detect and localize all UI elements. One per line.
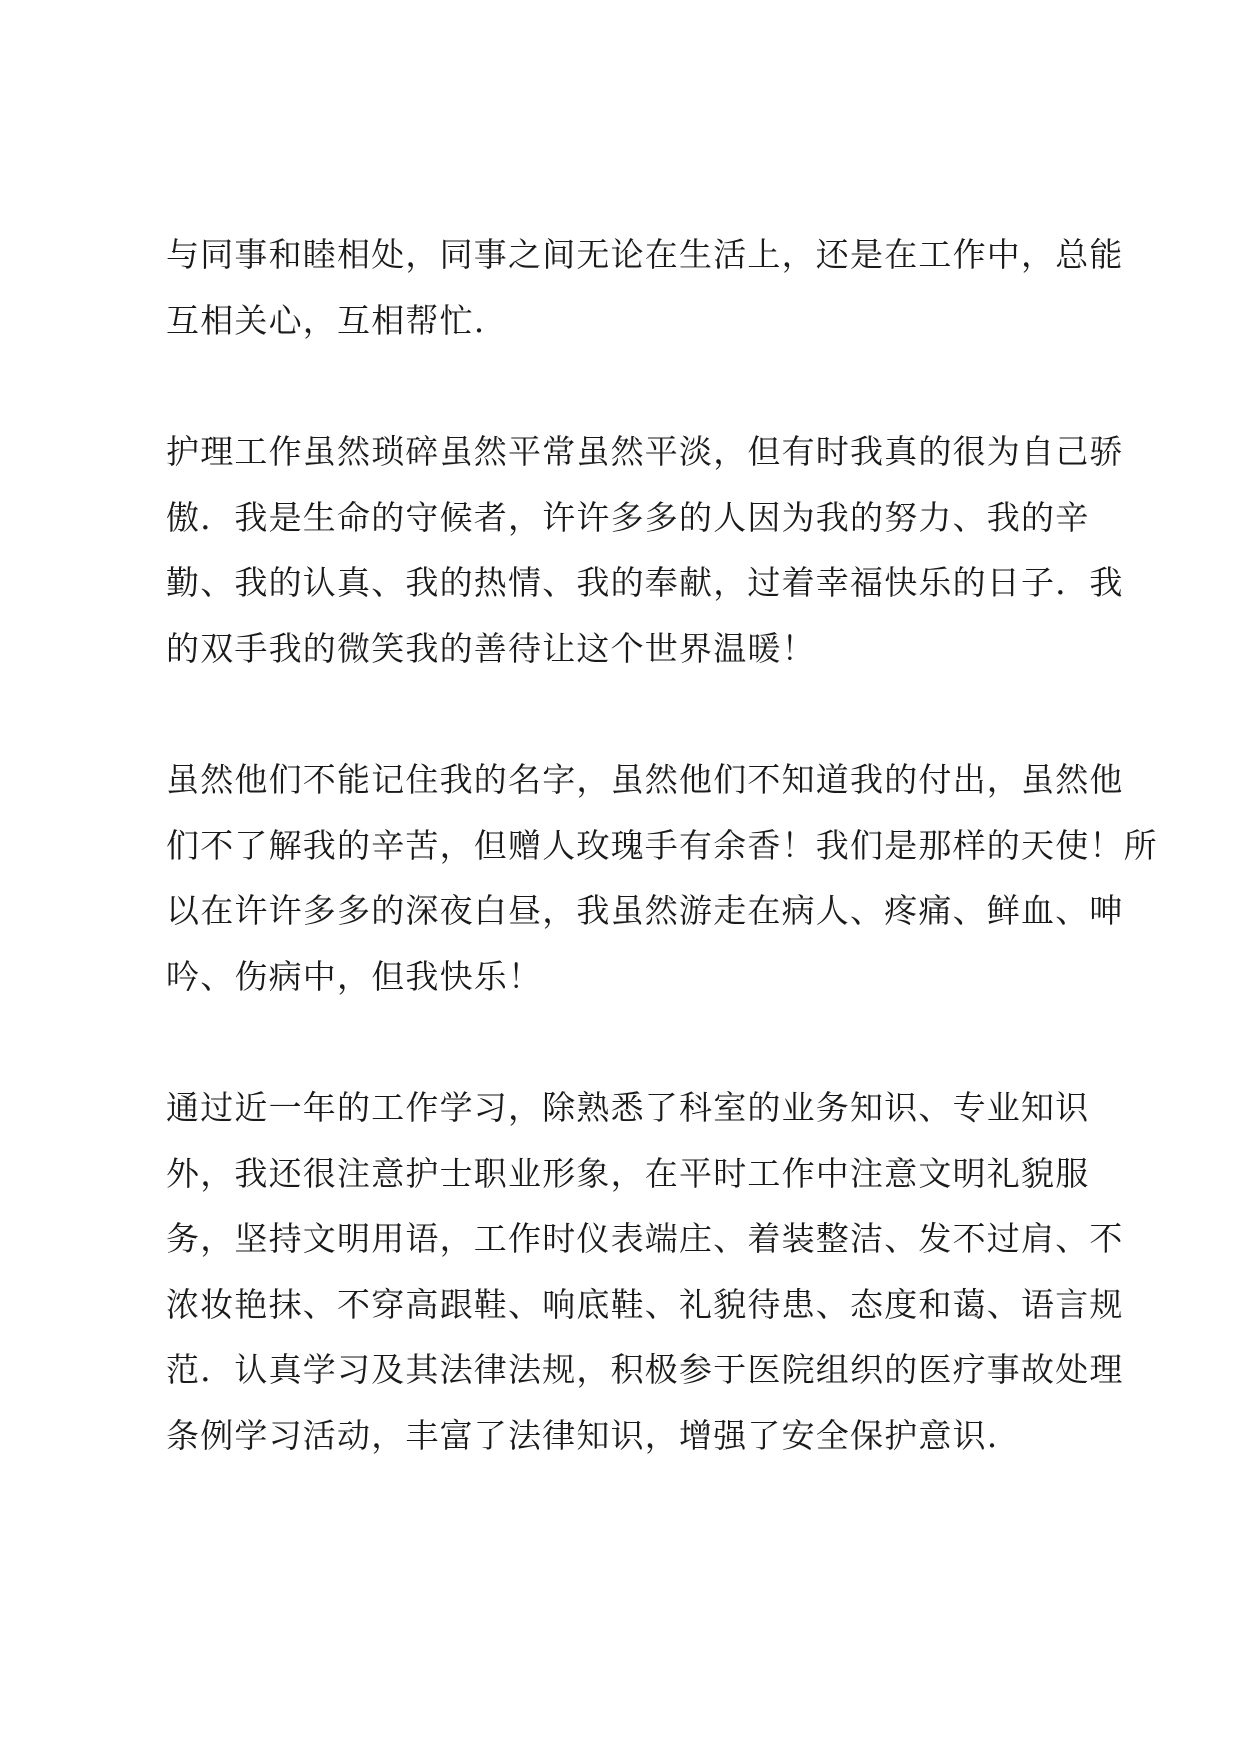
- paragraph-study: [166, 1075, 1124, 1468]
- text-line: 傲．我是生命的守候者，许许多多的人因为我的努力、我的辛: [166, 497, 1090, 537]
- text-line: 条例学习活动，丰富了法律知识，增强了安全保护意识.: [166, 1415, 999, 1455]
- paragraph-colleagues: [166, 222, 1124, 353]
- text-line: 勤、我的认真、我的热情、我的奉献，过着幸福快乐的日子．我: [166, 563, 1124, 602]
- text-line: 虽然他们不能记住我的名字，虽然他们不知道我的付出，虽然他: [166, 760, 1124, 799]
- text-line: 范．认真学习及其法律法规，积极参于医院组织的医疗事故处理: [166, 1350, 1124, 1389]
- text-line: 通过近一年的工作学习，除熟悉了科室的业务知识、专业知识: [166, 1088, 1090, 1127]
- text-line: 的双手我的微笑我的善待让这个世界温暖！: [166, 628, 816, 668]
- text-line: 互相关心，互相帮忙.: [166, 300, 486, 340]
- text-line: 浓妆艳抹、不穿高跟鞋、响底鞋、礼貌待患、态度和蔼、语言规: [166, 1284, 1124, 1324]
- text-line: 吟、伤病中，但我快乐！: [166, 956, 543, 996]
- text-line: 与同事和睦相处，同事之间无论在生活上，还是在工作中，总能: [166, 235, 1124, 274]
- paragraph-pride: [166, 419, 1124, 681]
- document-body: [166, 222, 1158, 1534]
- text-line: 们不了解我的辛苦，但赠人玫瑰手有余香！我们是那样的天使！所: [166, 825, 1158, 865]
- text-line: 外，我还很注意护士职业形象，在平时工作中注意文明礼貌服: [166, 1153, 1090, 1193]
- text-line: 护理工作虽然琐碎虽然平常虽然平淡，但有时我真的很为自己骄: [166, 432, 1124, 471]
- text-line: 以在许许多多的深夜白昼，我虽然游走在病人、疼痛、鲜血、呻: [166, 891, 1124, 930]
- paragraph-angel: [166, 747, 1158, 1009]
- text-line: 务，坚持文明用语，工作时仪表端庄、着装整洁、发不过肩、不: [166, 1219, 1124, 1258]
